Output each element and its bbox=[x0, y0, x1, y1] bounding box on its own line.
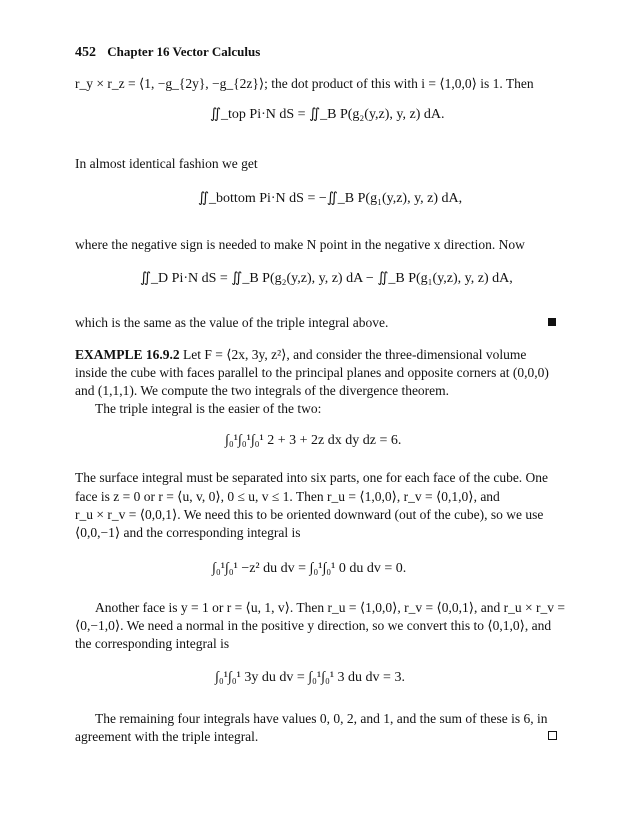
paragraph-line: agreement with the triple integral. bbox=[75, 729, 259, 744]
paragraph-line: r_y × r_z = ⟨1, −g_{2y}, −g_{2z}⟩; the dot product of this with i = ⟨1,0,0⟩ is 1. Then bbox=[75, 76, 534, 91]
paragraph-line: the corresponding integral is bbox=[75, 636, 230, 651]
paragraph-line: face is z = 0 or r = ⟨u, v, 0⟩, 0 ≤ u, v ≤ 1. Then r_u = ⟨1,0,0⟩, r_v = ⟨0,1,0⟩, and bbox=[75, 489, 500, 504]
equation-face-z0: ∫₀¹∫₀¹ −z² du dv = ∫₀¹∫₀¹ 0 du dv = 0. bbox=[212, 561, 407, 576]
paragraph-line: which is the same as the value of the triple integral above. bbox=[75, 315, 389, 330]
paragraph-line: Another face is y = 1 or r = ⟨u, 1, v⟩. Then r_u = ⟨1,0,0⟩, r_v = ⟨0,0,1⟩, and r_u × r_v = bbox=[95, 600, 565, 615]
example-text: Let F = ⟨2x, 3y, z²⟩, and consider the three-dimensional volume bbox=[183, 347, 527, 362]
paragraph-line: r_u × r_v = ⟨0,0,1⟩. We need this to be oriented downward (out of the cube), so we use bbox=[75, 507, 544, 522]
paragraph-line: The surface integral must be separated into six parts, one for each face of the cube. One bbox=[75, 470, 549, 485]
example-heading-line bbox=[75, 346, 557, 364]
equation-combined: ∬_D Pi·N dS = ∬_B P(g₂(y,z), y, z) dA − ∬_B P(g₁(y,z), y, z) dA, bbox=[140, 271, 513, 286]
equation-face-y1: ∫₀¹∫₀¹ 3y du dv = ∫₀¹∫₀¹ 3 du dv = 3. bbox=[215, 670, 405, 685]
paragraph-line: where the negative sign is needed to make N point in the negative x direction. Now bbox=[75, 237, 525, 252]
equation-triple-integral: ∫₀¹∫₀¹∫₀¹ 2 + 3 + 2z dx dy dz = 6. bbox=[225, 433, 402, 448]
paragraph-line: In almost identical fashion we get bbox=[75, 156, 258, 171]
equation-top: ∬_top Pi·N dS = ∬_B P(g₂(y,z), y, z) dA. bbox=[210, 107, 445, 122]
paragraph-line: The remaining four integrals have values 0, 0, 2, and 1, and the sum of these is 6, in bbox=[95, 711, 548, 726]
paragraph-line: inside the cube with faces parallel to the principal planes and opposite corners at (0,0,0) bbox=[75, 365, 549, 380]
end-of-proof-mark bbox=[548, 318, 556, 326]
paragraph-line: The triple integral is the easier of the two: bbox=[95, 401, 322, 416]
paragraph-line: ⟨0,−1,0⟩. We need a normal in the positive y direction, so we convert this to ⟨0,1,0⟩, and bbox=[75, 618, 552, 633]
paragraph-line: and (1,1,1). We compute the two integrals of the divergence theorem. bbox=[75, 383, 450, 398]
page-header bbox=[75, 44, 260, 61]
end-of-example-mark bbox=[548, 731, 557, 740]
chapter-title: Chapter 16 Vector Calculus bbox=[107, 44, 261, 59]
example-title: EXAMPLE 16.9.2 bbox=[75, 347, 180, 362]
equation-bottom: ∬_bottom Pi·N dS = −∬_B P(g₁(y,z), y, z) dA, bbox=[198, 191, 463, 206]
paragraph-line: ⟨0,0,−1⟩ and the corresponding integral is bbox=[75, 525, 301, 540]
page-number: 452 bbox=[75, 45, 96, 60]
